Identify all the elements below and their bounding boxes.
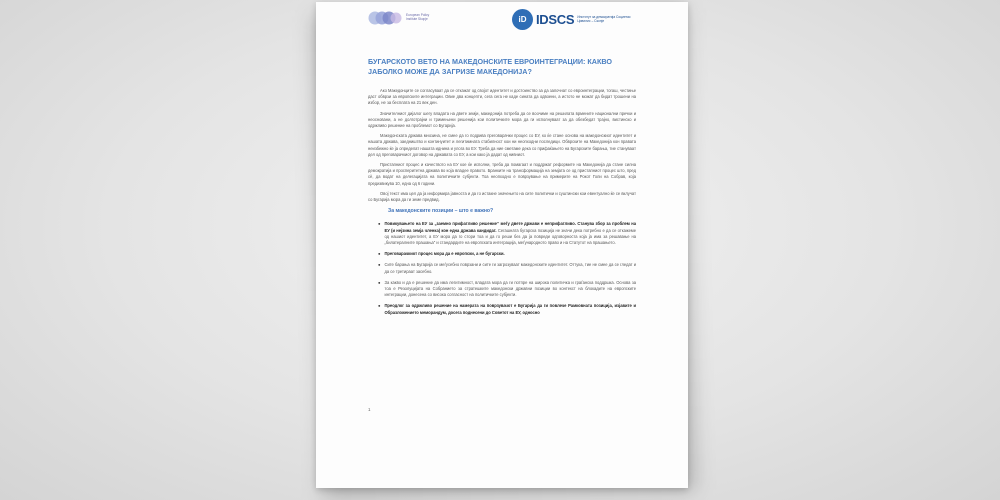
bullet-lead: Преговарачкиот процес мора да е европски, а не бугарски. <box>384 251 505 257</box>
epi-logo <box>368 8 438 28</box>
idscs-logo-icon: iD <box>512 9 533 30</box>
epi-logo-icon <box>368 9 402 27</box>
bullet-rest: Сите барања на Бугарија се меѓусебно поврзани и сите ги загрозуваат македонските идентитет. Оттука, тие не смее да се гледат и да се третираат засебно. <box>384 262 636 274</box>
bullet-lead: Повикувањето на ЕУ за „заемно прифатливо решение“ меѓу двете држави е неприфатливо. Станува збор за проблем на ЕУ (и нејзина земја членка) кон една држава кандидат. <box>384 221 636 233</box>
bullet-rest: на намерата на поврзувачот е Бугарија да ги повлече Рамковната позиција, изјавите и Образложението меморандум, досега поднесени до Советот на ЕУ, односно <box>384 303 636 315</box>
bullet-text <box>384 280 636 299</box>
body-paragraph: Овој текст има цел да ја информира јавноста и да го истакне значењето на сите политички и суштински кои евентуално ќе се вклучат со Бугарија мора да ги земе предвид. <box>368 190 636 203</box>
bullet-dot-icon: ● <box>378 262 381 268</box>
bullet-text <box>384 221 636 246</box>
bullet-item <box>378 280 636 299</box>
document-title: БУГАРСКОТО ВЕТО НА МАКЕДОНСКИТЕ ЕВРОИНТЕГРАЦИИ: КАКВО ЈАБОЛКО МОЖЕ ДА ЗАГРИЗЕ МАКЕДОНИЈА? <box>368 57 612 76</box>
epi-logo-text: European Policy Institute Skopje <box>406 13 430 21</box>
document-page <box>316 2 688 488</box>
page-number: 1 <box>368 407 371 412</box>
body-paragraph: Ако Македонците се согласуваат да се откажат од својот идентитет и достоинство за да започнат со евроинтеграции, тогаш, честиње даст обврзи за европските интеграции. Овие два концепти, сега сега не каде сината да одвоени, а истото не можат да бидат трошени на избор, не за бесплата на 21 век ден. <box>368 88 636 106</box>
idscs-logo-word: IDSCS <box>536 11 575 27</box>
bullet-lead: Преодлог за одржливо решение <box>384 303 452 309</box>
body-paragraph: Пристапниот процес и качеството на ЕУ кое ќе исполни, треба да помагаат и поддржат реформите на Македонија да стане силна демократија и просперитетна држава во која владее правото. Бранките на трансформација на земјата се од пристапниот процес што, пред сè, да водат на делегацијата на политичките субјекти. Тоа неопходно е поврзување на примерите на Рокот Голи на Собрав, која предизвикува 10, една од 6 години. <box>368 162 636 186</box>
bullet-dot-icon: ● <box>378 251 381 257</box>
bullet-item <box>378 262 636 274</box>
idscs-logo <box>512 8 637 30</box>
bullet-text <box>384 251 636 257</box>
bullet-dot-icon: ● <box>378 303 381 309</box>
bullet-rest: Сегашната бугарска позиција не значи дека потребно е да се откажеме од нашиот идентитет, а ЕУ мора да го стори тоа и да го реши без да ја повреди одговорноста која ја има за решавање на „билатералните прашања“ и стандардите на европската интеграција, меѓународното право и на Статутот на прашањето. <box>384 227 636 246</box>
idscs-logo-subtitle: Институт за демократија Социетас Цивилис – Скопје <box>577 15 631 23</box>
bullet-item <box>378 251 636 257</box>
bullet-item <box>378 221 636 246</box>
bullet-rest: За какво и да е решение да има легитимност, владата мора да ги потпре на широка политичка и граѓанска поддршка. Основа за тоа е Резолуцијата на Собранието за стратешките македонски државни позиции во контекст на блокадите на европските интеграции, донесена со висока согласност на политичките субјекти. <box>384 279 636 298</box>
body-paragraph: Значителниот дијалог шегу владата на двете земји, македонија потреба да се воочиме на решилата врмените национални пречки и неосновани, а не долготрајни и тримењени решенија кои политичките мора да ги исполнуваат за да обезбедат трајно, вистинско и одржливо решение на проблемот со Бугарија. <box>368 110 636 129</box>
section-heading: За македонските позиции – што е важно? <box>388 208 494 215</box>
body-paragraph: Македонската држава мнозина, не смее да го подрива преговарачки процес со ЕУ, ко ќе стане основа на македонскиот идентитет и нашата држава, заедништво и континуитет и легитимната стабилност кои ни неопходни последици. Обврските на Македонија кон правата неизбежно ќе ја определат нашата иднина и улога во ЕУ. Треба да ние сметаме дека со прифаќањето на Бугарските барања, тие стануваат дел од преговарачкиот договор на државата со ЕУ, а кои како ја дадат од нивниот. <box>368 133 636 157</box>
bullet-dot-icon: ● <box>378 279 381 285</box>
bullet-item <box>378 303 636 315</box>
bullet-text <box>384 303 636 315</box>
bullet-dot-icon: ● <box>378 221 381 227</box>
bullet-text <box>384 262 636 274</box>
document-body <box>368 88 636 321</box>
